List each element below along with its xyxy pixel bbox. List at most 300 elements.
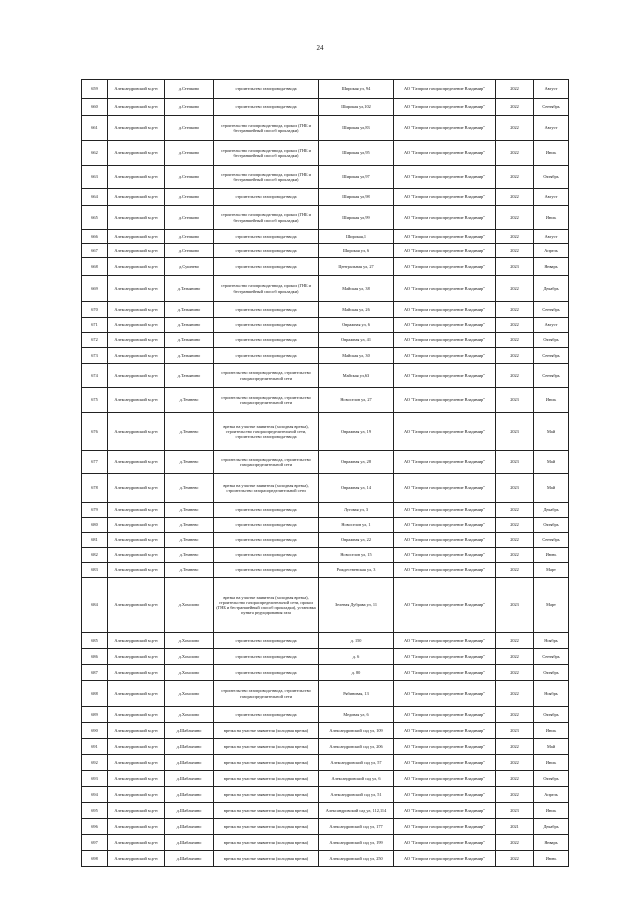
table-row <box>82 739 569 755</box>
table-row <box>82 649 569 665</box>
district-cell: Александровский м.р-н <box>108 413 165 451</box>
month-cell: Октябрь <box>534 665 569 681</box>
table-row <box>82 413 569 451</box>
address-cell: Александровский сад ул, 51 <box>319 787 394 803</box>
month-cell: Август <box>534 189 569 206</box>
year-cell: 2022 <box>496 230 534 244</box>
month-cell: Декабрь <box>534 819 569 835</box>
address-cell: Зеленая Дубрава ул, 11 <box>319 578 394 633</box>
month-cell: Январь <box>534 835 569 851</box>
month-cell: Июль <box>534 141 569 166</box>
row-number-cell: 674 <box>82 364 108 388</box>
settlement-cell: д.Шабльнино <box>165 771 214 787</box>
settlement-cell: д.Татьянино <box>165 302 214 318</box>
row-number-cell: 673 <box>82 348 108 364</box>
district-cell: Александровский м.р-н <box>108 230 165 244</box>
month-cell: Март <box>534 563 569 578</box>
district-cell: Александровский м.р-н <box>108 141 165 166</box>
row-number-cell: 687 <box>82 665 108 681</box>
settlement-cell: д.Хохолово <box>165 707 214 723</box>
address-cell: Александровский сад ул, 112,114 <box>319 803 394 819</box>
work-type-cell: строительство газопровода-ввода <box>214 665 319 681</box>
work-type-cell: строительство газопровода-ввода, строительство газораспределительной сети <box>214 451 319 474</box>
row-number-cell: 695 <box>82 803 108 819</box>
settlement-cell: д.Шабльнино <box>165 803 214 819</box>
settlement-cell: д.Темнево <box>165 388 214 413</box>
row-number-cell: 689 <box>82 707 108 723</box>
row-number-cell: 683 <box>82 563 108 578</box>
address-cell: Медовая ул, 6 <box>319 707 394 723</box>
district-cell: Александровский м.р-н <box>108 80 165 99</box>
address-cell: д. 80 <box>319 665 394 681</box>
row-number-cell: 684 <box>82 578 108 633</box>
month-cell: Сентябрь <box>534 364 569 388</box>
month-cell: Август <box>534 80 569 99</box>
work-type-cell: врезка на участке заявителя (холодная врезка) <box>214 851 319 867</box>
organization-cell: АО "Газпром газораспределение Владимир" <box>394 276 496 302</box>
year-cell: 2022 <box>496 665 534 681</box>
settlement-cell: д.Хохолово <box>165 665 214 681</box>
row-number-cell: 693 <box>82 771 108 787</box>
year-cell: 2023 <box>496 258 534 276</box>
address-cell: Луговая ул, 3 <box>319 503 394 518</box>
year-cell: 2023 <box>496 578 534 633</box>
year-cell: 2022 <box>496 518 534 533</box>
row-number-cell: 660 <box>82 99 108 116</box>
year-cell: 2022 <box>496 364 534 388</box>
table-row <box>82 851 569 867</box>
district-cell: Александровский м.р-н <box>108 348 165 364</box>
organization-cell: АО "Газпром газораспределение Владимир" <box>394 835 496 851</box>
year-cell: 2022 <box>496 835 534 851</box>
address-cell: Широкая ул, 94 <box>319 80 394 99</box>
organization-cell: АО "Газпром газораспределение Владимир" <box>394 166 496 189</box>
address-cell: Широкая ул,98 <box>319 189 394 206</box>
work-type-cell: строительство газопровода-ввода <box>214 244 319 258</box>
settlement-cell: д.Шабльнино <box>165 723 214 739</box>
table-row <box>82 302 569 318</box>
year-cell: 2022 <box>496 851 534 867</box>
year-cell: 2022 <box>496 141 534 166</box>
month-cell: Август <box>534 230 569 244</box>
settlement-cell: д.Шабльнино <box>165 787 214 803</box>
settlement-cell: д.Хохолово <box>165 681 214 707</box>
district-cell: Александровский м.р-н <box>108 302 165 318</box>
address-cell: Широкая ул,99 <box>319 206 394 230</box>
settlement-cell: д.Темнево <box>165 533 214 548</box>
month-cell: Октябрь <box>534 518 569 533</box>
year-cell: 2022 <box>496 649 534 665</box>
row-number-cell: 685 <box>82 633 108 649</box>
row-number-cell: 682 <box>82 548 108 563</box>
table-row <box>82 388 569 413</box>
address-cell: Александровский сад ул, 206 <box>319 739 394 755</box>
address-cell: Александровский сад ул, 250 <box>319 851 394 867</box>
work-type-cell: строительство газопровода-ввода <box>214 258 319 276</box>
month-cell: Май <box>534 739 569 755</box>
work-type-cell: строительство газопровода-ввода, прокол (ГНБ и бестраншейный способ прокладки) <box>214 141 319 166</box>
district-cell: Александровский м.р-н <box>108 244 165 258</box>
organization-cell: АО "Газпром газораспределение Владимир" <box>394 503 496 518</box>
year-cell: 2022 <box>496 681 534 707</box>
address-cell: д. 150 <box>319 633 394 649</box>
table-row <box>82 819 569 835</box>
month-cell: Октябрь <box>534 166 569 189</box>
district-cell: Александровский м.р-н <box>108 787 165 803</box>
year-cell: 2022 <box>496 302 534 318</box>
organization-cell: АО "Газпром газораспределение Владимир" <box>394 665 496 681</box>
row-number-cell: 686 <box>82 649 108 665</box>
work-type-cell: строительство газопровода-ввода <box>214 333 319 348</box>
work-type-cell: строительство газопровода-ввода <box>214 649 319 665</box>
table-row <box>82 681 569 707</box>
organization-cell: АО "Газпром газораспределение Владимир" <box>394 548 496 563</box>
address-cell: Широкая ул,95 <box>319 141 394 166</box>
address-cell: Рябиновая, 13 <box>319 681 394 707</box>
organization-cell: АО "Газпром газораспределение Владимир" <box>394 771 496 787</box>
district-cell: Александровский м.р-н <box>108 258 165 276</box>
row-number-cell: 678 <box>82 474 108 503</box>
district-cell: Александровский м.р-н <box>108 318 165 333</box>
month-cell: Декабрь <box>534 503 569 518</box>
row-number-cell: 669 <box>82 276 108 302</box>
month-cell: Сентябрь <box>534 99 569 116</box>
work-type-cell: врезка на участке заявителя (холодная врезка) <box>214 755 319 771</box>
address-cell: Овражная ул, 41 <box>319 333 394 348</box>
organization-cell: АО "Газпром газораспределение Владимир" <box>394 206 496 230</box>
organization-cell: АО "Газпром газораспределение Владимир" <box>394 99 496 116</box>
month-cell: Сентябрь <box>534 533 569 548</box>
table-row <box>82 533 569 548</box>
work-type-cell: строительство газопровода-ввода, строительство газораспределительной сети <box>214 364 319 388</box>
month-cell: Июнь <box>534 851 569 867</box>
address-cell: Майская ул, 30 <box>319 348 394 364</box>
month-cell: Июль <box>534 723 569 739</box>
month-cell: Август <box>534 116 569 141</box>
row-number-cell: 661 <box>82 116 108 141</box>
month-cell: Май <box>534 474 569 503</box>
organization-cell: АО "Газпром газораспределение Владимир" <box>394 348 496 364</box>
settlement-cell: д.Степково <box>165 230 214 244</box>
settlement-cell: д.Степково <box>165 189 214 206</box>
address-cell: Широкая ул, 6 <box>319 244 394 258</box>
district-cell: Александровский м.р-н <box>108 533 165 548</box>
table-row <box>82 276 569 302</box>
row-number-cell: 668 <box>82 258 108 276</box>
organization-cell: АО "Газпром газораспределение Владимир" <box>394 755 496 771</box>
settlement-cell: д.Степково <box>165 166 214 189</box>
organization-cell: АО "Газпром газораспределение Владимир" <box>394 141 496 166</box>
organization-cell: АО "Газпром газораспределение Владимир" <box>394 318 496 333</box>
address-cell: Широкая ул,102 <box>319 99 394 116</box>
work-type-cell: врезка на участке заявителя (холодная врезка) <box>214 787 319 803</box>
month-cell: Май <box>534 451 569 474</box>
row-number-cell: 679 <box>82 503 108 518</box>
address-cell: Центральная ул, 27 <box>319 258 394 276</box>
table-row <box>82 633 569 649</box>
month-cell: Июль <box>534 388 569 413</box>
address-cell: Широкая ул,83 <box>319 116 394 141</box>
address-cell: Широкая ул,97 <box>319 166 394 189</box>
page-number: 24 <box>316 44 324 52</box>
table-row <box>82 141 569 166</box>
organization-cell: АО "Газпром газораспределение Владимир" <box>394 739 496 755</box>
row-number-cell: 663 <box>82 166 108 189</box>
row-number-cell: 691 <box>82 739 108 755</box>
year-cell: 2022 <box>496 99 534 116</box>
settlement-cell: д.Хохолово <box>165 578 214 633</box>
address-cell: Александровский сад ул, 199 <box>319 835 394 851</box>
row-number-cell: 681 <box>82 533 108 548</box>
row-number-cell: 690 <box>82 723 108 739</box>
row-number-cell: 672 <box>82 333 108 348</box>
organization-cell: АО "Газпром газораспределение Владимир" <box>394 563 496 578</box>
district-cell: Александровский м.р-н <box>108 189 165 206</box>
organization-cell: АО "Газпром газораспределение Владимир" <box>394 413 496 451</box>
month-cell: Декабрь <box>534 276 569 302</box>
organization-cell: АО "Газпром газораспределение Владимир" <box>394 681 496 707</box>
year-cell: 2022 <box>496 276 534 302</box>
organization-cell: АО "Газпром газораспределение Владимир" <box>394 230 496 244</box>
work-type-cell: строительство газопровода-ввода <box>214 99 319 116</box>
settlement-cell: д.Хохолово <box>165 649 214 665</box>
settlement-cell: д.Татьянино <box>165 364 214 388</box>
table-row <box>82 563 569 578</box>
settlement-cell: д.Степково <box>165 206 214 230</box>
month-cell: Январь <box>534 258 569 276</box>
settlement-cell: д.Шабльнино <box>165 739 214 755</box>
table-row <box>82 787 569 803</box>
month-cell: Июль <box>534 755 569 771</box>
row-number-cell: 676 <box>82 413 108 451</box>
row-number-cell: 697 <box>82 835 108 851</box>
organization-cell: АО "Газпром газораспределение Владимир" <box>394 578 496 633</box>
settlement-cell: д.Татьянино <box>165 276 214 302</box>
table-row <box>82 206 569 230</box>
table-body <box>82 80 569 867</box>
district-cell: Александровский м.р-н <box>108 819 165 835</box>
year-cell: 2022 <box>496 739 534 755</box>
work-type-cell: строительство газопровода-ввода <box>214 518 319 533</box>
year-cell: 2022 <box>496 189 534 206</box>
year-cell: 2021 <box>496 819 534 835</box>
year-cell: 2023 <box>496 388 534 413</box>
organization-cell: АО "Газпром газораспределение Владимир" <box>394 451 496 474</box>
year-cell: 2022 <box>496 80 534 99</box>
settlement-cell: д.Степково <box>165 244 214 258</box>
organization-cell: АО "Газпром газораспределение Владимир" <box>394 819 496 835</box>
year-cell: 2023 <box>496 413 534 451</box>
table-row <box>82 348 569 364</box>
work-type-cell: врезка на участке заявителя (холодная врезка) <box>214 835 319 851</box>
organization-cell: АО "Газпром газораспределение Владимир" <box>394 518 496 533</box>
work-type-cell: врезка на участке заявителя (холодная врезка) <box>214 739 319 755</box>
district-cell: Александровский м.р-н <box>108 548 165 563</box>
address-cell: Овражная ул, 19 <box>319 413 394 451</box>
district-cell: Александровский м.р-н <box>108 707 165 723</box>
settlement-cell: д.Татьянино <box>165 333 214 348</box>
work-type-cell: строительство газопровода-ввода, прокол (ГНБ и бестраншейный способ прокладки) <box>214 166 319 189</box>
work-type-cell: строительство газопровода-ввода, прокол (ГНБ и бестраншейный способ прокладки) <box>214 276 319 302</box>
table-row <box>82 80 569 99</box>
address-cell: Широкая,1 <box>319 230 394 244</box>
work-type-cell: строительство газопровода-ввода <box>214 707 319 723</box>
table-row <box>82 116 569 141</box>
work-type-cell: врезка на участке заявителя (холодная врезка), строительство газораспределительной сети <box>214 474 319 503</box>
table-row <box>82 771 569 787</box>
address-cell: Александровский сад ул, 6 <box>319 771 394 787</box>
organization-cell: АО "Газпром газораспределение Владимир" <box>394 189 496 206</box>
settlement-cell: д.Сушнево <box>165 258 214 276</box>
settlement-cell: д.Темнево <box>165 474 214 503</box>
address-cell: Новоселов ул, 15 <box>319 548 394 563</box>
year-cell: 2022 <box>496 533 534 548</box>
settlement-cell: д.Темнево <box>165 518 214 533</box>
work-type-cell: врезка на участке заявителя (холодная врезка), строительство газораспределительной сети, прокол (ГНБ и бестраншейный способ прокладки), установка пункта редуцирования газа <box>214 578 319 633</box>
work-type-cell: строительство газопровода-ввода <box>214 80 319 99</box>
organization-cell: АО "Газпром газораспределение Владимир" <box>394 258 496 276</box>
district-cell: Александровский м.р-н <box>108 681 165 707</box>
row-number-cell: 688 <box>82 681 108 707</box>
table-row <box>82 99 569 116</box>
district-cell: Александровский м.р-н <box>108 364 165 388</box>
table-row <box>82 578 569 633</box>
year-cell: 2022 <box>496 206 534 230</box>
organization-cell: АО "Газпром газораспределение Владимир" <box>394 803 496 819</box>
address-cell: Александровский сад ул, 109 <box>319 723 394 739</box>
work-type-cell: строительство газопровода-ввода, прокол (ГНБ и бестраншейный способ прокладки) <box>214 206 319 230</box>
table-row <box>82 518 569 533</box>
works-table <box>81 79 569 867</box>
settlement-cell: д.Темнево <box>165 503 214 518</box>
address-cell: Александровский сад ул, 177 <box>319 819 394 835</box>
year-cell: 2022 <box>496 166 534 189</box>
settlement-cell: д.Степково <box>165 99 214 116</box>
table-row <box>82 474 569 503</box>
work-type-cell: строительство газопровода-ввода <box>214 230 319 244</box>
settlement-cell: д.Степково <box>165 116 214 141</box>
row-number-cell: 698 <box>82 851 108 867</box>
year-cell: 2022 <box>496 348 534 364</box>
month-cell: Октябрь <box>534 771 569 787</box>
row-number-cell: 664 <box>82 189 108 206</box>
table-row <box>82 755 569 771</box>
organization-cell: АО "Газпром газораспределение Владимир" <box>394 116 496 141</box>
work-type-cell: врезка на участке заявителя (холодная врезка), строительство газораспределительной сети, строительство газопровода-ввода <box>214 413 319 451</box>
district-cell: Александровский м.р-н <box>108 503 165 518</box>
month-cell: Сентябрь <box>534 348 569 364</box>
address-cell: Майская ул,63 <box>319 364 394 388</box>
district-cell: Александровский м.р-н <box>108 474 165 503</box>
table-row <box>82 333 569 348</box>
settlement-cell: д.Темнево <box>165 413 214 451</box>
month-cell: Сентябрь <box>534 302 569 318</box>
settlement-cell: д.Татьянино <box>165 348 214 364</box>
address-cell: Овражная ул, 22 <box>319 533 394 548</box>
settlement-cell: д.Шабльнино <box>165 819 214 835</box>
month-cell: Март <box>534 578 569 633</box>
organization-cell: АО "Газпром газораспределение Владимир" <box>394 787 496 803</box>
address-cell: Майская ул, 26 <box>319 302 394 318</box>
table-row <box>82 230 569 244</box>
address-cell: Александровский сад ул, 57 <box>319 755 394 771</box>
district-cell: Александровский м.р-н <box>108 116 165 141</box>
row-number-cell: 667 <box>82 244 108 258</box>
work-type-cell: строительство газопровода-ввода <box>214 348 319 364</box>
year-cell: 2023 <box>496 803 534 819</box>
organization-cell: АО "Газпром газораспределение Владимир" <box>394 364 496 388</box>
work-type-cell: строительство газопровода-ввода <box>214 633 319 649</box>
organization-cell: АО "Газпром газораспределение Владимир" <box>394 474 496 503</box>
settlement-cell: д.Темнево <box>165 451 214 474</box>
year-cell: 2022 <box>496 503 534 518</box>
row-number-cell: 659 <box>82 80 108 99</box>
settlement-cell: д.Степково <box>165 80 214 99</box>
work-type-cell: строительство газопровода-ввода <box>214 503 319 518</box>
year-cell: 2023 <box>496 723 534 739</box>
table-row <box>82 258 569 276</box>
row-number-cell: 692 <box>82 755 108 771</box>
year-cell: 2022 <box>496 633 534 649</box>
year-cell: 2022 <box>496 755 534 771</box>
settlement-cell: д.Степково <box>165 141 214 166</box>
work-type-cell: строительство газопровода-ввода, прокол (ГНБ и бестраншейный способ прокладки) <box>214 116 319 141</box>
work-type-cell: строительство газопровода-ввода <box>214 302 319 318</box>
settlement-cell: д.Татьянино <box>165 318 214 333</box>
district-cell: Александровский м.р-н <box>108 451 165 474</box>
row-number-cell: 670 <box>82 302 108 318</box>
address-cell: Новоселов ул, 27 <box>319 388 394 413</box>
work-type-cell: строительство газопровода-ввода, строительство газораспределительной сети <box>214 681 319 707</box>
organization-cell: АО "Газпром газораспределение Владимир" <box>394 244 496 258</box>
address-cell: Майская ул, 38 <box>319 276 394 302</box>
settlement-cell: д.Темнево <box>165 563 214 578</box>
district-cell: Александровский м.р-н <box>108 388 165 413</box>
district-cell: Александровский м.р-н <box>108 633 165 649</box>
work-type-cell: строительство газопровода-ввода <box>214 548 319 563</box>
row-number-cell: 677 <box>82 451 108 474</box>
year-cell: 2022 <box>496 707 534 723</box>
address-cell: Овражная ул, 28 <box>319 451 394 474</box>
work-type-cell: врезка на участке заявителя (холодная врезка) <box>214 771 319 787</box>
table-row <box>82 835 569 851</box>
district-cell: Александровский м.р-н <box>108 649 165 665</box>
table-row <box>82 189 569 206</box>
address-cell: Новоселов ул, 1 <box>319 518 394 533</box>
month-cell: Июль <box>534 803 569 819</box>
table-row <box>82 451 569 474</box>
table-row <box>82 244 569 258</box>
work-type-cell: врезка на участке заявителя (холодная врезка) <box>214 803 319 819</box>
row-number-cell: 665 <box>82 206 108 230</box>
address-cell: д. 6 <box>319 649 394 665</box>
year-cell: 2023 <box>496 474 534 503</box>
organization-cell: АО "Газпром газораспределение Владимир" <box>394 851 496 867</box>
row-number-cell: 662 <box>82 141 108 166</box>
year-cell: 2022 <box>496 548 534 563</box>
district-cell: Александровский м.р-н <box>108 563 165 578</box>
settlement-cell: д.Темнево <box>165 548 214 563</box>
district-cell: Александровский м.р-н <box>108 771 165 787</box>
organization-cell: АО "Газпром газораспределение Владимир" <box>394 80 496 99</box>
table-row <box>82 166 569 189</box>
month-cell: Ноябрь <box>534 681 569 707</box>
settlement-cell: д.Хохолово <box>165 633 214 649</box>
year-cell: 2022 <box>496 787 534 803</box>
row-number-cell: 694 <box>82 787 108 803</box>
district-cell: Александровский м.р-н <box>108 333 165 348</box>
year-cell: 2023 <box>496 451 534 474</box>
